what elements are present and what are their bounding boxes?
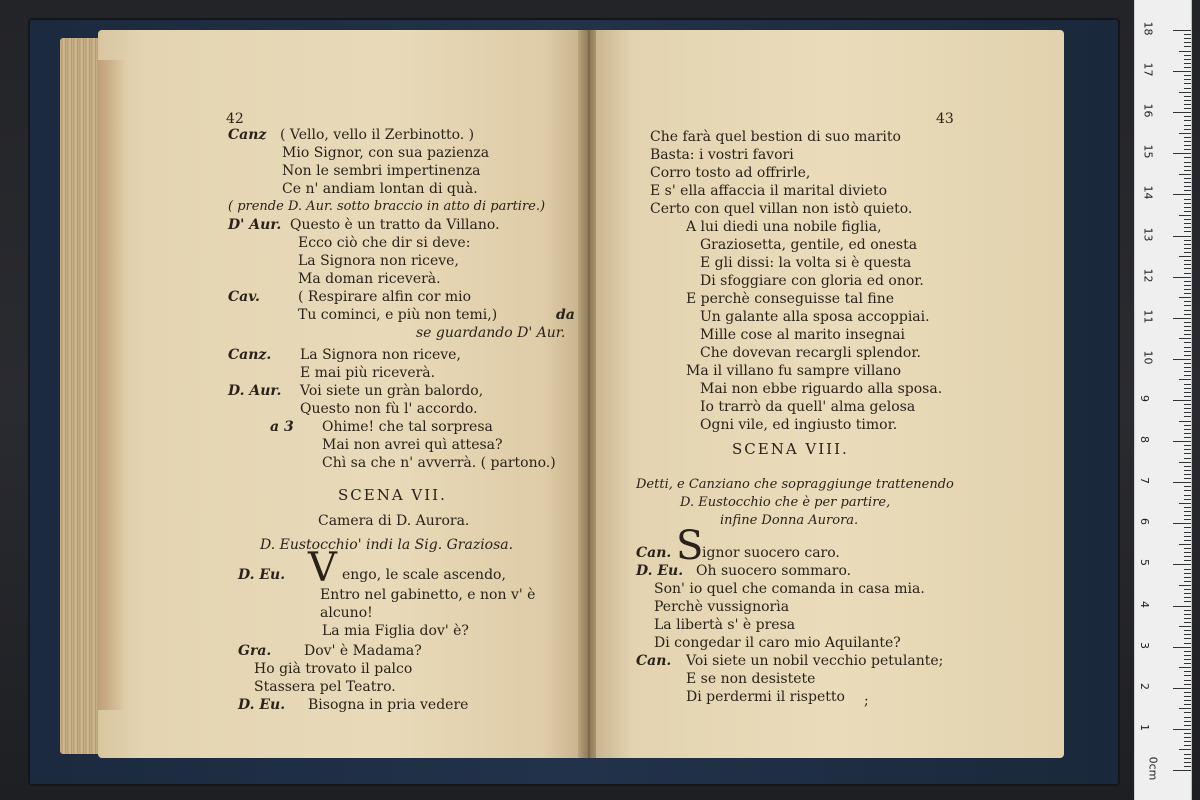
speaker: D' Aur. xyxy=(228,217,282,233)
ruler-minor-tick xyxy=(1184,474,1191,475)
ruler-minor-tick xyxy=(1184,408,1191,409)
ruler-minor-tick xyxy=(1184,495,1191,496)
verse-line: E perchè conseguisse tal fine xyxy=(686,291,895,307)
ruler-label: 12 xyxy=(1141,268,1155,283)
verse-line: Che dovevan recargli splendor. xyxy=(700,345,921,361)
ruler-minor-tick xyxy=(1179,92,1191,93)
verse-line: alcuno! xyxy=(320,605,373,621)
ruler-minor-tick xyxy=(1184,556,1191,557)
verse-line: engo, le scale ascendo, xyxy=(342,567,506,583)
ruler-label: 9 xyxy=(1138,395,1151,402)
ruler-label: 6 xyxy=(1138,518,1151,526)
speaker: Canz. xyxy=(228,347,272,363)
left-page xyxy=(98,30,582,758)
verse-line: Ho già trovato il palco xyxy=(254,661,413,677)
ruler-minor-tick xyxy=(1179,749,1191,750)
verse-line: Questo è un tratto da Villano. xyxy=(290,217,500,233)
ruler-minor-tick xyxy=(1184,227,1191,228)
speaker: Gra. xyxy=(238,643,272,659)
ruler-minor-tick xyxy=(1184,182,1191,183)
verse-line: Son' io quel che comanda in casa mia. xyxy=(654,581,925,597)
ruler-minor-tick xyxy=(1184,675,1191,676)
ruler-minor-tick xyxy=(1184,445,1191,446)
ruler-minor-tick xyxy=(1184,178,1191,179)
scene-setting: Camera di D. Aurora. xyxy=(318,513,470,529)
ruler-label: 10 xyxy=(1141,350,1155,365)
ruler-minor-tick xyxy=(1184,96,1191,97)
ruler-label: 7 xyxy=(1138,477,1151,485)
ruler-minor-tick xyxy=(1184,416,1191,417)
ruler-minor-tick xyxy=(1184,470,1191,471)
ruler-minor-tick xyxy=(1179,379,1191,380)
ruler-minor-tick xyxy=(1184,725,1191,726)
ruler-minor-tick xyxy=(1179,338,1191,339)
scene-heading: SCENA VIII. xyxy=(732,440,849,458)
verse-line: Ma il villano fu sampre villano xyxy=(686,363,902,379)
verse-line: Graziosetta, gentile, ed onesta xyxy=(700,237,918,253)
verse-line: Entro nel gabinetto, e non v' è xyxy=(320,587,536,603)
verse-line: Non le sembri impertinenza xyxy=(282,163,481,179)
ruler-minor-tick xyxy=(1179,626,1191,627)
ruler-minor-tick xyxy=(1184,540,1191,541)
aside-da: da xyxy=(556,307,575,323)
ruler-label: 3 xyxy=(1138,641,1151,649)
verse-line: E mai più riceverà. xyxy=(300,365,436,381)
ruler-minor-tick xyxy=(1184,252,1191,253)
ruler-minor-tick xyxy=(1179,585,1191,586)
ruler-minor-tick xyxy=(1184,717,1191,718)
ruler-minor-tick xyxy=(1184,149,1191,150)
ruler-major-tick xyxy=(1173,112,1191,113)
ruler-major-tick xyxy=(1173,359,1191,360)
ruler-major-tick xyxy=(1173,564,1191,565)
ruler-minor-tick xyxy=(1184,281,1191,282)
speaker: D. Aur. xyxy=(228,383,282,399)
ruler-minor-tick xyxy=(1184,342,1191,343)
ruler-minor-tick xyxy=(1184,696,1191,697)
ruler-major-tick xyxy=(1173,30,1191,31)
ruler-minor-tick xyxy=(1184,116,1191,117)
ruler-minor-tick xyxy=(1184,231,1191,232)
ruler-major-tick xyxy=(1173,729,1191,730)
ruler-minor-tick xyxy=(1179,51,1191,52)
ruler-minor-tick xyxy=(1184,618,1191,619)
ruler-minor-tick xyxy=(1184,511,1191,512)
speaker: Cav. xyxy=(228,289,260,305)
ruler-minor-tick xyxy=(1184,363,1191,364)
ruler-minor-tick xyxy=(1184,622,1191,623)
ruler-minor-tick xyxy=(1184,244,1191,245)
ruler-minor-tick xyxy=(1184,671,1191,672)
ruler-minor-tick xyxy=(1184,630,1191,631)
ruler-minor-tick xyxy=(1184,429,1191,430)
ruler-major-tick xyxy=(1173,400,1191,401)
ruler-minor-tick xyxy=(1184,680,1191,681)
water-stain xyxy=(98,60,126,710)
ruler-label: 16 xyxy=(1141,103,1155,118)
ruler-label: 2 xyxy=(1138,682,1151,690)
ruler-minor-tick xyxy=(1184,67,1191,68)
ruler-minor-tick xyxy=(1184,108,1191,109)
ruler-label: 4 xyxy=(1138,600,1151,608)
ruler-minor-tick xyxy=(1184,145,1191,146)
ruler-minor-tick xyxy=(1184,745,1191,746)
ruler-minor-tick xyxy=(1184,737,1191,738)
ruler-minor-tick xyxy=(1184,59,1191,60)
stage-direction: ( prende D. Aur. sotto braccio in atto di partire.) xyxy=(228,199,546,214)
ruler-minor-tick xyxy=(1184,248,1191,249)
ruler-minor-tick xyxy=(1184,305,1191,306)
ruler-minor-tick xyxy=(1184,371,1191,372)
verse-line: Che farà quel bestion di suo marito xyxy=(650,129,901,145)
verse-line: Tu cominci, e più non temi,) xyxy=(298,307,498,323)
ruler-minor-tick xyxy=(1184,589,1191,590)
speaker: D. Eu. xyxy=(238,567,286,583)
verse-line: Ohime! che tal sorpresa xyxy=(322,419,493,435)
ruler-minor-tick xyxy=(1184,499,1191,500)
ruler-minor-tick xyxy=(1184,449,1191,450)
ruler-minor-tick xyxy=(1179,215,1191,216)
ruler-minor-tick xyxy=(1184,157,1191,158)
ruler-label: 17 xyxy=(1141,62,1155,77)
ruler-label: 14 xyxy=(1141,185,1155,200)
ruler-label: 18 xyxy=(1141,21,1155,36)
ruler-minor-tick xyxy=(1184,207,1191,208)
stage-direction: infine Donna Aurora. xyxy=(720,513,859,528)
verse-line: ignor suocero caro. xyxy=(702,545,840,561)
verse-line: Mio Signor, con sua pazienza xyxy=(282,145,490,161)
ruler-minor-tick xyxy=(1184,301,1191,302)
verse-line: Certo con quel villan non istò quieto. xyxy=(650,201,913,217)
ruler-minor-tick xyxy=(1179,544,1191,545)
ruler-minor-tick xyxy=(1184,638,1191,639)
verse-line: Di perdermi il rispetto xyxy=(686,689,845,705)
ruler-major-tick xyxy=(1173,606,1191,607)
ruler-minor-tick xyxy=(1184,433,1191,434)
ruler-minor-tick xyxy=(1184,601,1191,602)
ruler-major-tick xyxy=(1173,688,1191,689)
ruler-minor-tick xyxy=(1184,42,1191,43)
ruler-minor-tick xyxy=(1184,100,1191,101)
ruler-major-tick xyxy=(1173,236,1191,237)
ruler-major-tick xyxy=(1173,441,1191,442)
ruler-minor-tick xyxy=(1179,256,1191,257)
ruler-minor-tick xyxy=(1184,88,1191,89)
ruler-minor-tick xyxy=(1184,38,1191,39)
ruler-minor-tick xyxy=(1179,667,1191,668)
ruler-minor-tick xyxy=(1184,83,1191,84)
ruler-minor-tick xyxy=(1184,651,1191,652)
ruler-minor-tick xyxy=(1184,437,1191,438)
ruler-minor-tick xyxy=(1184,700,1191,701)
right-page-number: 43 xyxy=(936,111,954,127)
ruler-minor-tick xyxy=(1179,297,1191,298)
ruler-minor-tick xyxy=(1184,63,1191,64)
verse-line: E se non desistete xyxy=(686,671,816,687)
ruler-minor-tick xyxy=(1184,412,1191,413)
ruler-minor-tick xyxy=(1184,634,1191,635)
ruler-minor-tick xyxy=(1184,55,1191,56)
ruler-minor-tick xyxy=(1184,733,1191,734)
ruler-minor-tick xyxy=(1184,388,1191,389)
speaker: Canz xyxy=(228,127,267,143)
ruler-minor-tick xyxy=(1184,46,1191,47)
ruler-minor-tick xyxy=(1184,120,1191,121)
ruler-minor-tick xyxy=(1184,384,1191,385)
ruler-minor-tick xyxy=(1184,268,1191,269)
speaker: D. Eu. xyxy=(636,563,684,579)
ruler-major-tick xyxy=(1173,71,1191,72)
ruler-minor-tick xyxy=(1184,490,1191,491)
verse-line: Oh suocero sommaro. xyxy=(696,563,852,579)
ruler-minor-tick xyxy=(1184,322,1191,323)
verse-line: Basta: i vostri favori xyxy=(650,147,794,163)
verse-line: Di sfoggiare con gloria ed onor. xyxy=(700,273,924,289)
ruler-minor-tick xyxy=(1184,392,1191,393)
ruler-minor-tick xyxy=(1184,712,1191,713)
ruler-minor-tick xyxy=(1184,334,1191,335)
ruler-minor-tick xyxy=(1184,478,1191,479)
verse-line: Un galante alla sposa accoppiai. xyxy=(700,309,930,325)
drop-cap: S xyxy=(676,523,704,569)
ruler-minor-tick xyxy=(1184,162,1191,163)
ruler-minor-tick xyxy=(1184,203,1191,204)
verse-line: Chì sa che n' avverrà. ( partono.) xyxy=(322,455,556,471)
ruler-major-tick xyxy=(1173,153,1191,154)
ruler-major-tick xyxy=(1173,770,1191,771)
verse-line: Stassera pel Teatro. xyxy=(254,679,396,695)
ruler-minor-tick xyxy=(1184,597,1191,598)
ruler-minor-tick xyxy=(1184,581,1191,582)
ruler-minor-tick xyxy=(1179,421,1191,422)
ruler-label: 11 xyxy=(1141,309,1155,324)
ruler-minor-tick xyxy=(1184,425,1191,426)
ruler-label: 15 xyxy=(1141,144,1155,159)
verse-line: Mai non avrei quì attesa? xyxy=(322,437,503,453)
ruler-minor-tick xyxy=(1179,708,1191,709)
ruler-minor-tick xyxy=(1184,264,1191,265)
ruler-minor-tick xyxy=(1184,704,1191,705)
ruler-minor-tick xyxy=(1184,453,1191,454)
verse-line: La libertà s' è presa xyxy=(654,617,796,633)
ruler-minor-tick xyxy=(1184,577,1191,578)
ruler-minor-tick xyxy=(1179,133,1191,134)
ruler-minor-tick xyxy=(1184,610,1191,611)
trailing-mark: ; xyxy=(864,693,869,709)
ruler-minor-tick xyxy=(1184,552,1191,553)
ruler-minor-tick xyxy=(1184,375,1191,376)
ruler-minor-tick xyxy=(1184,593,1191,594)
ruler-minor-tick xyxy=(1184,762,1191,763)
ruler-minor-tick xyxy=(1184,141,1191,142)
verse-line: Ogni vile, ed ingiusto timor. xyxy=(700,417,898,433)
stage-direction: se guardando D' Aur. xyxy=(416,325,566,341)
ruler-major-tick xyxy=(1173,482,1191,483)
ruler-minor-tick xyxy=(1184,310,1191,311)
verse-line: A lui diedi una nobile figlia, xyxy=(686,219,882,235)
verse-line: La mia Figlia dov' è? xyxy=(322,623,469,639)
speaker: Can. xyxy=(636,653,672,669)
ruler-minor-tick xyxy=(1184,289,1191,290)
ruler-minor-tick xyxy=(1184,519,1191,520)
right-page xyxy=(596,30,1064,758)
ruler-minor-tick xyxy=(1184,396,1191,397)
ruler-major-tick xyxy=(1173,318,1191,319)
ruler-minor-tick xyxy=(1184,75,1191,76)
verse-line: ( Respirare alfin cor mio xyxy=(298,289,472,305)
ruler-minor-tick xyxy=(1184,458,1191,459)
verse-line: Bisogna in pria vedere xyxy=(308,697,469,713)
ruler-minor-tick xyxy=(1184,536,1191,537)
ruler-minor-tick xyxy=(1184,548,1191,549)
ruler-major-tick xyxy=(1173,277,1191,278)
ruler-minor-tick xyxy=(1184,515,1191,516)
ruler-minor-tick xyxy=(1184,367,1191,368)
ruler-minor-tick xyxy=(1184,466,1191,467)
speaker: D. Eu. xyxy=(238,697,286,713)
ruler-minor-tick xyxy=(1179,503,1191,504)
ruler-label: 5 xyxy=(1138,559,1151,567)
verse-line: Di congedar il caro mio Aquilante? xyxy=(654,635,901,651)
ruler-minor-tick xyxy=(1184,223,1191,224)
speaker: a 3 xyxy=(270,419,294,435)
ruler-minor-tick xyxy=(1184,351,1191,352)
ruler-minor-tick xyxy=(1184,643,1191,644)
ruler-minor-tick xyxy=(1179,462,1191,463)
ruler-minor-tick xyxy=(1184,507,1191,508)
ruler-minor-tick xyxy=(1184,137,1191,138)
ruler-minor-tick xyxy=(1184,692,1191,693)
ruler-minor-tick xyxy=(1184,34,1191,35)
ruler-minor-tick xyxy=(1184,741,1191,742)
ruler-minor-tick xyxy=(1184,326,1191,327)
ruler-minor-tick xyxy=(1184,129,1191,130)
ruler-minor-tick xyxy=(1184,260,1191,261)
ruler-minor-tick xyxy=(1184,104,1191,105)
ruler-minor-tick xyxy=(1179,174,1191,175)
ruler-minor-tick xyxy=(1184,190,1191,191)
ruler-minor-tick xyxy=(1184,754,1191,755)
ruler-minor-tick xyxy=(1184,527,1191,528)
ruler-minor-tick xyxy=(1184,166,1191,167)
ruler-minor-tick xyxy=(1184,314,1191,315)
ruler-minor-tick xyxy=(1184,573,1191,574)
verse-line: Ma doman riceverà. xyxy=(298,271,441,287)
ruler-minor-tick xyxy=(1184,219,1191,220)
stage-direction: D. Eustocchio che è per partire, xyxy=(680,495,891,510)
ruler-minor-tick xyxy=(1184,293,1191,294)
ruler-minor-tick xyxy=(1184,659,1191,660)
ruler-label: 8 xyxy=(1138,436,1151,444)
verse-line: Io trarrò da quell' alma gelosa xyxy=(700,399,916,415)
verse-line: La Signora non riceve, xyxy=(298,253,459,269)
verse-line: Dov' è Madama? xyxy=(304,643,422,659)
ruler-minor-tick xyxy=(1184,766,1191,767)
ruler-label: 13 xyxy=(1141,227,1155,242)
ruler-minor-tick xyxy=(1184,663,1191,664)
ruler-minor-tick xyxy=(1184,79,1191,80)
ruler-minor-tick xyxy=(1184,125,1191,126)
ruler-label: 1 xyxy=(1138,723,1151,731)
verse-line: La Signora non riceve, xyxy=(300,347,461,363)
verse-line: Mai non ebbe riguardo alla sposa. xyxy=(700,381,943,397)
ruler-minor-tick xyxy=(1184,532,1191,533)
verse-line: Voi siete un gràn balordo, xyxy=(300,383,484,399)
verse-line: Corro tosto ad offrirle, xyxy=(650,165,811,181)
verse-line: Mille cose al marito insegnai xyxy=(700,327,906,343)
ruler-minor-tick xyxy=(1184,404,1191,405)
verse-line: Perchè vussignorìa xyxy=(654,599,790,615)
verse-line: Ce n' andiam lontan di quà. xyxy=(282,181,478,197)
ruler-minor-tick xyxy=(1184,347,1191,348)
ruler-major-tick xyxy=(1173,647,1191,648)
left-page-number: 42 xyxy=(226,111,244,127)
verse-line: ( Vello, vello il Zerbinotto. ) xyxy=(280,127,475,143)
ruler-minor-tick xyxy=(1184,758,1191,759)
ruler-minor-tick xyxy=(1184,684,1191,685)
ruler-minor-tick xyxy=(1184,170,1191,171)
stage-direction: Detti, e Canziano che sopraggiunge trattenendo xyxy=(636,477,954,492)
ruler-minor-tick xyxy=(1184,199,1191,200)
ruler-major-tick xyxy=(1173,194,1191,195)
ruler-minor-tick xyxy=(1184,330,1191,331)
scene-heading: SCENA VII. xyxy=(338,486,447,504)
ruler-minor-tick xyxy=(1184,186,1191,187)
ruler-minor-tick xyxy=(1184,569,1191,570)
speaker: Can. xyxy=(636,545,672,561)
verse-line: E gli dissi: la volta si è questa xyxy=(700,255,912,271)
verse-line: E s' ella affaccia il marital divieto xyxy=(650,183,888,199)
ruler-minor-tick xyxy=(1184,560,1191,561)
measurement-ruler xyxy=(1134,0,1192,800)
ruler-label: 0cm xyxy=(1146,756,1160,781)
ruler-minor-tick xyxy=(1184,355,1191,356)
ruler-minor-tick xyxy=(1184,721,1191,722)
verse-line: Voi siete un nobil vecchio petulante; xyxy=(686,653,944,669)
ruler-major-tick xyxy=(1173,523,1191,524)
ruler-minor-tick xyxy=(1184,240,1191,241)
ruler-minor-tick xyxy=(1184,486,1191,487)
ruler-minor-tick xyxy=(1184,211,1191,212)
verse-line: Ecco ciò che dir si deve: xyxy=(298,235,471,251)
ruler-minor-tick xyxy=(1184,614,1191,615)
scene-characters: D. Eustocchio' indi la Sig. Graziosa. xyxy=(260,537,514,553)
verse-line: Questo non fù l' accordo. xyxy=(300,401,478,417)
ruler-minor-tick xyxy=(1184,285,1191,286)
drop-cap: V xyxy=(308,545,337,591)
ruler-minor-tick xyxy=(1184,655,1191,656)
ruler-minor-tick xyxy=(1184,273,1191,274)
